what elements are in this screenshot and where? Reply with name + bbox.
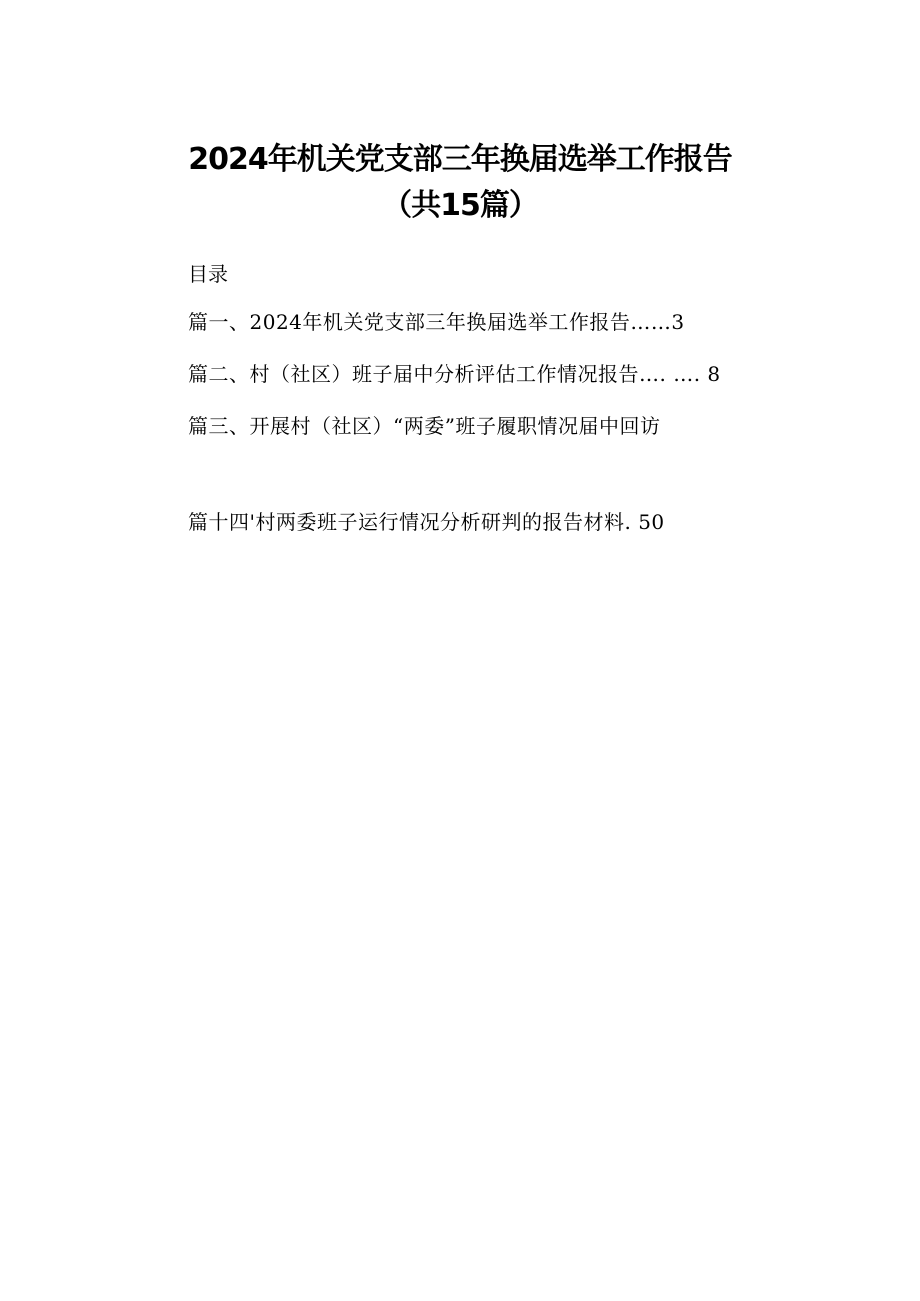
toc-item-2[interactable]: 篇二、村（社区）班子届中分析评估工作情况报告…. …. 8 (188, 362, 721, 386)
document-title (0, 136, 920, 230)
toc-heading: 目录 (188, 262, 228, 286)
title-line-2: （共15篇） (382, 188, 538, 223)
table-of-contents (188, 307, 721, 534)
toc-item-1[interactable]: 篇一、2024年机关党支部三年换届选举工作报告……3 (188, 310, 685, 334)
toc-item-3[interactable]: 篇三、开展村（社区）“两委”班子履职情况届中回访 (188, 414, 661, 438)
toc-item-14[interactable]: 篇十四'村两委班子运行情况分析研判的报告材料. 50 (188, 510, 665, 534)
title-line-1: 2024年机关党支部三年换届选举工作报告 (188, 142, 732, 177)
